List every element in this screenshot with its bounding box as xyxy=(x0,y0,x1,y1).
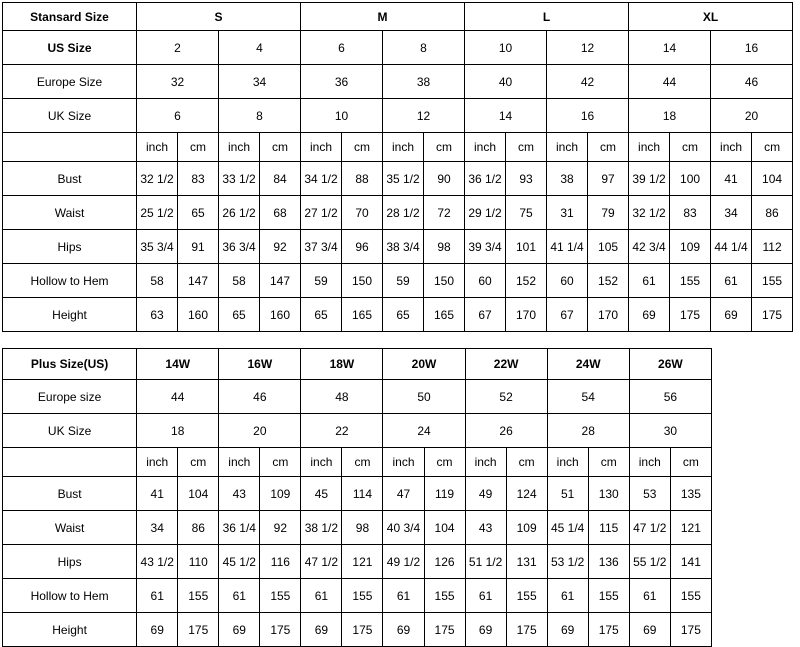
row-label-bust: Bust xyxy=(3,162,137,196)
unit-cell: inch xyxy=(465,448,506,477)
cell: 42 xyxy=(547,65,629,99)
row-label-hollow-to-hem: Hollow to Hem xyxy=(3,264,137,298)
table-row xyxy=(3,162,793,196)
cell: 38 3/4 xyxy=(383,230,424,264)
cell: 65 xyxy=(178,196,219,230)
unit-cell: cm xyxy=(588,448,629,477)
row-label-hollow-to-hem: Hollow to Hem xyxy=(3,579,137,613)
standard-header-label: Stansard Size xyxy=(3,3,137,31)
unit-cell: inch xyxy=(629,448,670,477)
unit-cell: inch xyxy=(383,133,424,162)
cell: 126 xyxy=(424,545,465,579)
table-row xyxy=(3,65,793,99)
cell: 69 xyxy=(383,613,424,647)
cell: 51 1/2 xyxy=(465,545,506,579)
cell: 65 xyxy=(383,298,424,332)
plus-size-table xyxy=(2,348,712,647)
cell: 88 xyxy=(342,162,383,196)
unit-cell: inch xyxy=(629,133,670,162)
unit-row-blank xyxy=(3,448,137,477)
row-label-waist: Waist xyxy=(3,196,137,230)
cell: 6 xyxy=(301,31,383,65)
table-row xyxy=(3,380,712,414)
cell: 43 xyxy=(465,511,506,545)
row-label-uk-size: UK Size xyxy=(3,414,137,448)
cell: 175 xyxy=(178,613,219,647)
cell: 36 xyxy=(301,65,383,99)
cell: 61 xyxy=(711,264,752,298)
cell: 69 xyxy=(629,613,670,647)
cell: 155 xyxy=(424,579,465,613)
row-label-us-size: US Size xyxy=(3,31,137,65)
cell: 69 xyxy=(301,613,342,647)
cell: 40 xyxy=(465,65,547,99)
cell: 20 xyxy=(219,414,301,448)
cell: 116 xyxy=(260,545,301,579)
cell: 45 1/2 xyxy=(219,545,260,579)
unit-cell: inch xyxy=(465,133,506,162)
cell: 44 xyxy=(137,380,219,414)
cell: 91 xyxy=(178,230,219,264)
cell: 69 xyxy=(629,298,670,332)
cell: 131 xyxy=(506,545,547,579)
row-label-hips: Hips xyxy=(3,545,137,579)
cell: 16 xyxy=(711,31,793,65)
cell: 61 xyxy=(629,264,670,298)
cell: 170 xyxy=(506,298,547,332)
size-group-20w: 20W xyxy=(383,349,465,380)
cell: 83 xyxy=(178,162,219,196)
cell: 175 xyxy=(260,613,301,647)
cell: 51 xyxy=(547,477,588,511)
row-label-waist: Waist xyxy=(3,511,137,545)
cell: 52 xyxy=(465,380,547,414)
unit-cell: cm xyxy=(342,133,383,162)
cell: 109 xyxy=(670,230,711,264)
cell: 84 xyxy=(260,162,301,196)
cell: 69 xyxy=(465,613,506,647)
cell: 69 xyxy=(137,613,178,647)
cell: 53 xyxy=(629,477,670,511)
cell: 34 xyxy=(219,65,301,99)
cell: 165 xyxy=(424,298,465,332)
cell: 2 xyxy=(137,31,219,65)
cell: 105 xyxy=(588,230,629,264)
cell: 20 xyxy=(711,99,793,133)
cell: 22 xyxy=(301,414,383,448)
cell: 44 xyxy=(629,65,711,99)
cell: 61 xyxy=(301,579,342,613)
table-row-units xyxy=(3,448,712,477)
cell: 31 xyxy=(547,196,588,230)
cell: 175 xyxy=(342,613,383,647)
cell: 104 xyxy=(752,162,793,196)
cell: 136 xyxy=(588,545,629,579)
table-row xyxy=(3,31,793,65)
cell: 14 xyxy=(629,31,711,65)
cell: 12 xyxy=(383,99,465,133)
unit-cell: inch xyxy=(547,448,588,477)
cell: 86 xyxy=(752,196,793,230)
size-group-m: M xyxy=(301,3,465,31)
unit-cell: inch xyxy=(137,133,178,162)
cell: 50 xyxy=(383,380,465,414)
cell: 152 xyxy=(506,264,547,298)
cell: 58 xyxy=(219,264,260,298)
size-group-14w: 14W xyxy=(137,349,219,380)
unit-cell: cm xyxy=(424,133,465,162)
unit-cell: cm xyxy=(260,448,301,477)
cell: 28 xyxy=(547,414,629,448)
cell: 49 1/2 xyxy=(383,545,424,579)
unit-cell: cm xyxy=(424,448,465,477)
cell: 32 1/2 xyxy=(629,196,670,230)
cell: 68 xyxy=(260,196,301,230)
cell: 32 1/2 xyxy=(137,162,178,196)
cell: 147 xyxy=(178,264,219,298)
cell: 67 xyxy=(465,298,506,332)
cell: 32 xyxy=(137,65,219,99)
cell: 35 1/2 xyxy=(383,162,424,196)
unit-cell: inch xyxy=(301,133,342,162)
cell: 41 xyxy=(711,162,752,196)
cell: 42 3/4 xyxy=(629,230,670,264)
unit-cell: cm xyxy=(260,133,301,162)
cell: 46 xyxy=(219,380,301,414)
cell: 109 xyxy=(506,511,547,545)
unit-cell: inch xyxy=(383,448,424,477)
cell: 47 xyxy=(383,477,424,511)
cell: 36 1/2 xyxy=(465,162,506,196)
cell: 75 xyxy=(506,196,547,230)
row-label-bust: Bust xyxy=(3,477,137,511)
size-group-l: L xyxy=(465,3,629,31)
cell: 165 xyxy=(342,298,383,332)
table-row xyxy=(3,545,712,579)
cell: 38 xyxy=(547,162,588,196)
cell: 114 xyxy=(342,477,383,511)
cell: 37 3/4 xyxy=(301,230,342,264)
row-label-europe-size: Europe Size xyxy=(3,65,137,99)
cell: 155 xyxy=(178,579,219,613)
cell: 4 xyxy=(219,31,301,65)
table-row xyxy=(3,99,793,133)
cell: 93 xyxy=(506,162,547,196)
size-group-26w: 26W xyxy=(629,349,711,380)
cell: 92 xyxy=(260,511,301,545)
cell: 83 xyxy=(670,196,711,230)
standard-size-table xyxy=(2,2,793,332)
size-group-16w: 16W xyxy=(219,349,301,380)
cell: 39 1/2 xyxy=(629,162,670,196)
cell: 155 xyxy=(588,579,629,613)
cell: 70 xyxy=(342,196,383,230)
cell: 36 3/4 xyxy=(219,230,260,264)
cell: 26 xyxy=(465,414,547,448)
row-label-europe-size: Europe size xyxy=(3,380,137,414)
cell: 58 xyxy=(137,264,178,298)
cell: 90 xyxy=(424,162,465,196)
cell: 121 xyxy=(670,511,711,545)
cell: 104 xyxy=(178,477,219,511)
cell: 63 xyxy=(137,298,178,332)
unit-row-blank xyxy=(3,133,137,162)
cell: 119 xyxy=(424,477,465,511)
cell: 60 xyxy=(547,264,588,298)
cell: 65 xyxy=(219,298,260,332)
table-row xyxy=(3,298,793,332)
cell: 61 xyxy=(219,579,260,613)
unit-cell: cm xyxy=(342,448,383,477)
cell: 61 xyxy=(465,579,506,613)
cell: 155 xyxy=(506,579,547,613)
cell: 29 1/2 xyxy=(465,196,506,230)
cell: 59 xyxy=(383,264,424,298)
cell: 60 xyxy=(465,264,506,298)
cell: 175 xyxy=(670,613,711,647)
cell: 69 xyxy=(219,613,260,647)
cell: 147 xyxy=(260,264,301,298)
cell: 35 3/4 xyxy=(137,230,178,264)
cell: 97 xyxy=(588,162,629,196)
table-row xyxy=(3,3,793,31)
cell: 8 xyxy=(219,99,301,133)
cell: 39 3/4 xyxy=(465,230,506,264)
cell: 69 xyxy=(547,613,588,647)
cell: 47 1/2 xyxy=(301,545,342,579)
cell: 98 xyxy=(342,511,383,545)
cell: 61 xyxy=(629,579,670,613)
cell: 45 xyxy=(301,477,342,511)
cell: 155 xyxy=(752,264,793,298)
cell: 121 xyxy=(342,545,383,579)
cell: 86 xyxy=(178,511,219,545)
cell: 10 xyxy=(301,99,383,133)
cell: 92 xyxy=(260,230,301,264)
cell: 43 1/2 xyxy=(137,545,178,579)
cell: 110 xyxy=(178,545,219,579)
cell: 115 xyxy=(588,511,629,545)
unit-cell: inch xyxy=(137,448,178,477)
cell: 175 xyxy=(752,298,793,332)
cell: 155 xyxy=(342,579,383,613)
row-label-uk-size: UK Size xyxy=(3,99,137,133)
row-label-height: Height xyxy=(3,298,137,332)
cell: 47 1/2 xyxy=(629,511,670,545)
unit-cell: cm xyxy=(178,448,219,477)
cell: 67 xyxy=(547,298,588,332)
cell: 112 xyxy=(752,230,793,264)
cell: 79 xyxy=(588,196,629,230)
cell: 40 3/4 xyxy=(383,511,424,545)
cell: 155 xyxy=(260,579,301,613)
unit-cell: cm xyxy=(178,133,219,162)
cell: 30 xyxy=(629,414,711,448)
row-label-hips: Hips xyxy=(3,230,137,264)
unit-cell: inch xyxy=(219,133,260,162)
cell: 26 1/2 xyxy=(219,196,260,230)
table-row-units xyxy=(3,133,793,162)
cell: 155 xyxy=(670,579,711,613)
cell: 6 xyxy=(137,99,219,133)
unit-cell: cm xyxy=(670,448,711,477)
cell: 155 xyxy=(670,264,711,298)
table-row xyxy=(3,264,793,298)
cell: 175 xyxy=(588,613,629,647)
size-group-xl: XL xyxy=(629,3,793,31)
cell: 8 xyxy=(383,31,465,65)
table-row xyxy=(3,349,712,380)
cell: 55 1/2 xyxy=(629,545,670,579)
table-row xyxy=(3,414,712,448)
table-row xyxy=(3,579,712,613)
cell: 41 1/4 xyxy=(547,230,588,264)
cell: 46 xyxy=(711,65,793,99)
cell: 152 xyxy=(588,264,629,298)
cell: 43 xyxy=(219,477,260,511)
cell: 150 xyxy=(342,264,383,298)
cell: 18 xyxy=(137,414,219,448)
cell: 175 xyxy=(424,613,465,647)
table-row xyxy=(3,196,793,230)
cell: 65 xyxy=(301,298,342,332)
cell: 61 xyxy=(383,579,424,613)
unit-cell: inch xyxy=(547,133,588,162)
cell: 61 xyxy=(547,579,588,613)
cell: 98 xyxy=(424,230,465,264)
cell: 72 xyxy=(424,196,465,230)
size-group-22w: 22W xyxy=(465,349,547,380)
cell: 18 xyxy=(629,99,711,133)
cell: 160 xyxy=(178,298,219,332)
unit-cell: cm xyxy=(752,133,793,162)
unit-cell: cm xyxy=(506,448,547,477)
size-group-s: S xyxy=(137,3,301,31)
cell: 175 xyxy=(670,298,711,332)
table-row xyxy=(3,477,712,511)
size-group-24w: 24W xyxy=(547,349,629,380)
cell: 53 1/2 xyxy=(547,545,588,579)
cell: 59 xyxy=(301,264,342,298)
cell: 104 xyxy=(424,511,465,545)
cell: 34 1/2 xyxy=(301,162,342,196)
cell: 33 1/2 xyxy=(219,162,260,196)
cell: 56 xyxy=(629,380,711,414)
cell: 54 xyxy=(547,380,629,414)
unit-cell: inch xyxy=(219,448,260,477)
cell: 96 xyxy=(342,230,383,264)
cell: 38 1/2 xyxy=(301,511,342,545)
cell: 45 1/4 xyxy=(547,511,588,545)
cell: 12 xyxy=(547,31,629,65)
cell: 41 xyxy=(137,477,178,511)
cell: 130 xyxy=(588,477,629,511)
cell: 27 1/2 xyxy=(301,196,342,230)
cell: 101 xyxy=(506,230,547,264)
cell: 25 1/2 xyxy=(137,196,178,230)
cell: 44 1/4 xyxy=(711,230,752,264)
size-group-18w: 18W xyxy=(301,349,383,380)
cell: 38 xyxy=(383,65,465,99)
cell: 10 xyxy=(465,31,547,65)
cell: 34 xyxy=(711,196,752,230)
cell: 14 xyxy=(465,99,547,133)
table-row xyxy=(3,613,712,647)
cell: 28 1/2 xyxy=(383,196,424,230)
table-row xyxy=(3,230,793,264)
cell: 48 xyxy=(301,380,383,414)
cell: 124 xyxy=(506,477,547,511)
unit-cell: cm xyxy=(506,133,547,162)
unit-cell: cm xyxy=(588,133,629,162)
table-row xyxy=(3,511,712,545)
cell: 141 xyxy=(670,545,711,579)
cell: 36 1/4 xyxy=(219,511,260,545)
cell: 49 xyxy=(465,477,506,511)
plus-header-label: Plus Size(US) xyxy=(3,349,137,380)
cell: 69 xyxy=(711,298,752,332)
cell: 16 xyxy=(547,99,629,133)
cell: 135 xyxy=(670,477,711,511)
cell: 34 xyxy=(137,511,178,545)
cell: 24 xyxy=(383,414,465,448)
cell: 170 xyxy=(588,298,629,332)
cell: 150 xyxy=(424,264,465,298)
row-label-height: Height xyxy=(3,613,137,647)
cell: 175 xyxy=(506,613,547,647)
cell: 160 xyxy=(260,298,301,332)
cell: 109 xyxy=(260,477,301,511)
unit-cell: cm xyxy=(670,133,711,162)
unit-cell: inch xyxy=(301,448,342,477)
cell: 100 xyxy=(670,162,711,196)
unit-cell: inch xyxy=(711,133,752,162)
cell: 61 xyxy=(137,579,178,613)
